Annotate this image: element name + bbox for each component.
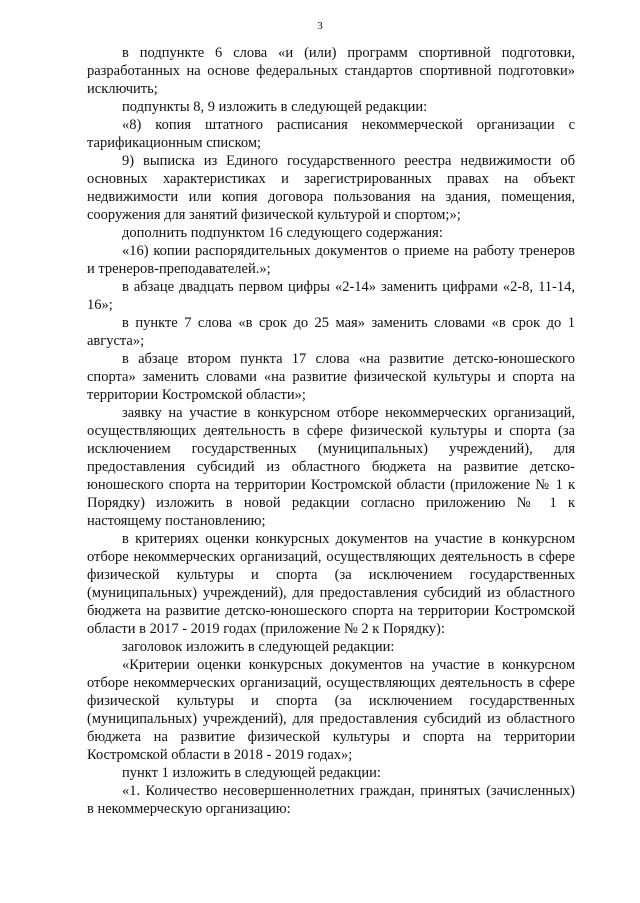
paragraph: заявку на участие в конкурсном отборе некоммерческих организаций, осуществляющих деятельность в сфере физической культуры и спорта (за исключением государственных (муниципальных) учреждений), для предоставления субсидий из областного бюджета на развитие детско-юношеского спорта на территории Костромской области (приложение № 1 к Порядку) изложить в новой редакции согласно приложению № 1 к настоящему постановлению; xyxy=(87,405,575,529)
document-body xyxy=(87,44,575,818)
paragraph: «1. Количество несовершеннолетних граждан, принятых (зачисленных) в некоммерческую организацию: xyxy=(87,783,575,817)
paragraph: в подпункте 6 слова «и (или) программ спортивной подготовки, разработанных на основе федеральных стандартов спортивной подготовки» исключить; xyxy=(87,45,575,97)
paragraph: пункт 1 изложить в следующей редакции: xyxy=(122,765,381,781)
paragraph: в абзаце двадцать первом цифры «2-14» заменить цифрами «2-8, 11-14, 16»; xyxy=(87,279,575,313)
paragraph: в критериях оценки конкурсных документов на участие в конкурсном отборе некоммерческих организаций, осуществляющих деятельность в сфере физической культуры и спорта (за исключением государственных (муниципальных) учреждений), для предоставления субсидий из областного бюджета на развитие детско-юношеского спорта на территории Костромской области в 2017 - 2019 годах (приложение № 2 к Порядку): xyxy=(87,531,575,637)
paragraph: заголовок изложить в следующей редакции: xyxy=(122,639,395,655)
page-number: 3 xyxy=(317,20,323,32)
paragraph: в абзаце втором пункта 17 слова «на развитие детско-юношеского спорта» заменить словами «на развитие физической культуры и спорта на территории Костромской области»; xyxy=(87,351,575,403)
paragraph: дополнить подпунктом 16 следующего содержания: xyxy=(122,225,443,241)
paragraph: подпункты 8, 9 изложить в следующей редакции: xyxy=(122,99,428,115)
paragraph: 9) выписка из Единого государственного реестра недвижимости об основных характеристиках и зарегистрированных правах на объект недвижимости или копия договора пользования на здания, помещения, сооружения для занятий физической культурой и спортом;»; xyxy=(87,153,575,223)
paragraph: в пункте 7 слова «в срок до 25 мая» заменить словами «в срок до 1 августа»; xyxy=(87,315,575,349)
paragraph: «Критерии оценки конкурсных документов на участие в конкурсном отборе некоммерческих организаций, осуществляющих деятельность в сфере физической культуры и спорта (за исключением государственных (муниципальных) учреждений), для предоставления субсидий из областного бюджета на развитие физической культуры и спорта на территории Костромской области в 2018 - 2019 годах»; xyxy=(87,657,575,763)
paragraph: «8) копия штатного расписания некоммерческой организации с тарификационным списком; xyxy=(87,117,575,151)
paragraph: «16) копии распорядительных документов о приеме на работу тренеров и тренеров-преподавателей.»; xyxy=(87,243,575,277)
